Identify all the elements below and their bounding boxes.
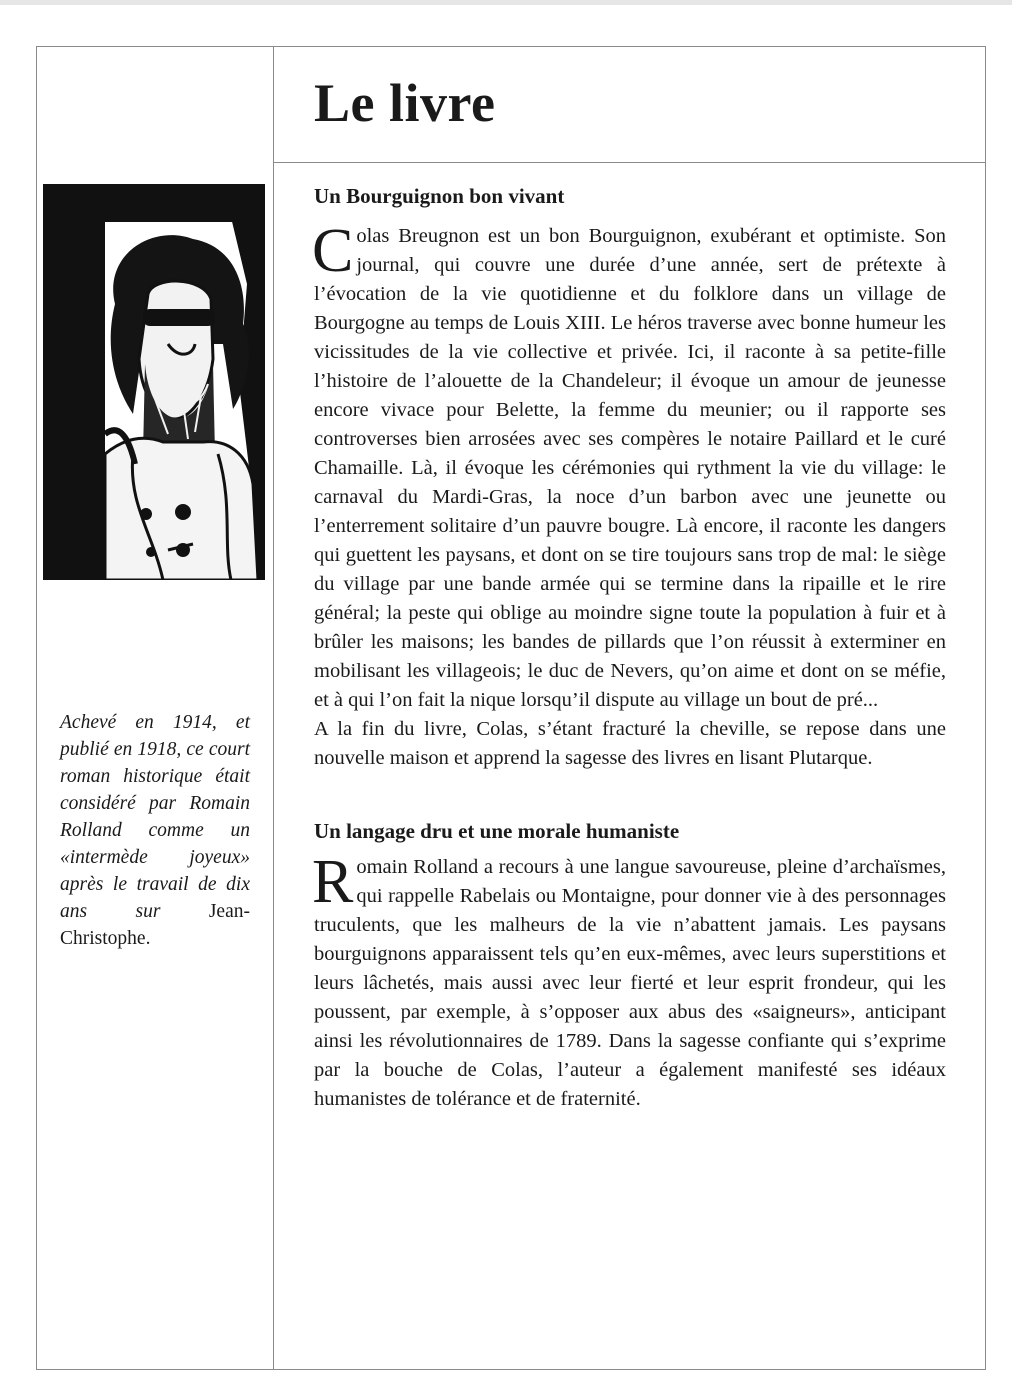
section-body: [312, 848, 946, 1114]
portrait-illustration: [43, 184, 265, 580]
sidebar-caption: [60, 709, 250, 952]
section-heading: Un langage dru et une morale humaniste: [314, 819, 680, 843]
drop-cap: C: [312, 217, 354, 285]
caption-work-title: Jean-Christophe.: [60, 901, 250, 949]
page-title: Le livre: [314, 73, 496, 133]
section-body-closing: A la fin du livre, Colas, s’étant fracturé la cheville, se repose dans une nouvelle maison et apprend la sagesse des livres en lisant Plutarque.: [314, 718, 946, 769]
body-text: omain Rolland a recours à une langue savoureuse, pleine d’archaïsmes, qui rappelle Rabelais ou Montaigne, pour donner vie à des personnages truculents, que les malheurs de la vie n’abattent jamais. Les paysans bourguignons apparaissent tels qu’en eux-mêmes, avec leurs superstitions et leurs lâchetés, mais aussi avec leur fierté et leur esprit frondeur, qui les poussent, par exemple, à s’opposer aux abus des «saigneurs», anticipant ainsi les révolutionnaires de 1789. Dans la sagesse confiante qui s’exprime par la bouche de Colas, l’auteur a également manifesté ses idéaux humanistes de tolérance et de fraternité.: [314, 856, 946, 1110]
section-langage: [314, 815, 946, 1114]
top-edge-band: [0, 0, 1012, 5]
column-divider: [273, 46, 274, 1370]
section-heading: Un Bourguignon bon vivant: [314, 184, 565, 208]
body-text: olas Breugnon est un bon Bourguignon, exubérant et optimiste. Son journal, qui couvre une durée d’une année, sert de prétexte à l’évocation de la vie quotidienne et du folklore dans un village de Bourgogne au temps de Louis XIII. Le héros traverse avec bonne humeur les vicissitudes de la vie collective et privée. Ici, il raconte à sa petite-fille l’histoire de l’alouette de la Chandeleur; il évoque un amour de jeunesse encore vivace pour Belette, la femme du meunier; ou il rapporte ses controverses bien arrosées avec ses compères le notaire Paillard et le curé Chamaille. Là, il évoque les cérémonies qui rythment la vie du village: le carnaval du Mardi-Gras, la noce d’un barbon avec une jeunette ou l’enterrement solitaire d’un pauvre bougre. Là encore, il raconte les dangers qui guettent les paysans, et dont on se tire toujours sans trop de mal: le siège du village par une bande armée qui se termine dans la ripaille et le rire général; la peste qui oblige au moindre signe toute la population à fuir et à brûler les maisons; les bandes de pillards que l’on réussit à exterminer en mobilisant les villageois; le duc de Nevers, qu’on aime et dont on se méfie, et à qui l’on fait la nique lorsqu’il dispute au village un bout de pré...: [314, 225, 946, 711]
drop-cap: R: [312, 848, 354, 916]
main-content: [314, 180, 946, 1114]
section-body: [312, 217, 946, 715]
title-rule: [274, 162, 986, 163]
section-bourguignon: [314, 180, 946, 773]
caption-italic-text: Achevé en 1914, et publié en 1918, ce court roman historique était considéré par Romain Rolland comme un «intermède joyeux» après le travail de dix ans sur: [60, 712, 250, 922]
